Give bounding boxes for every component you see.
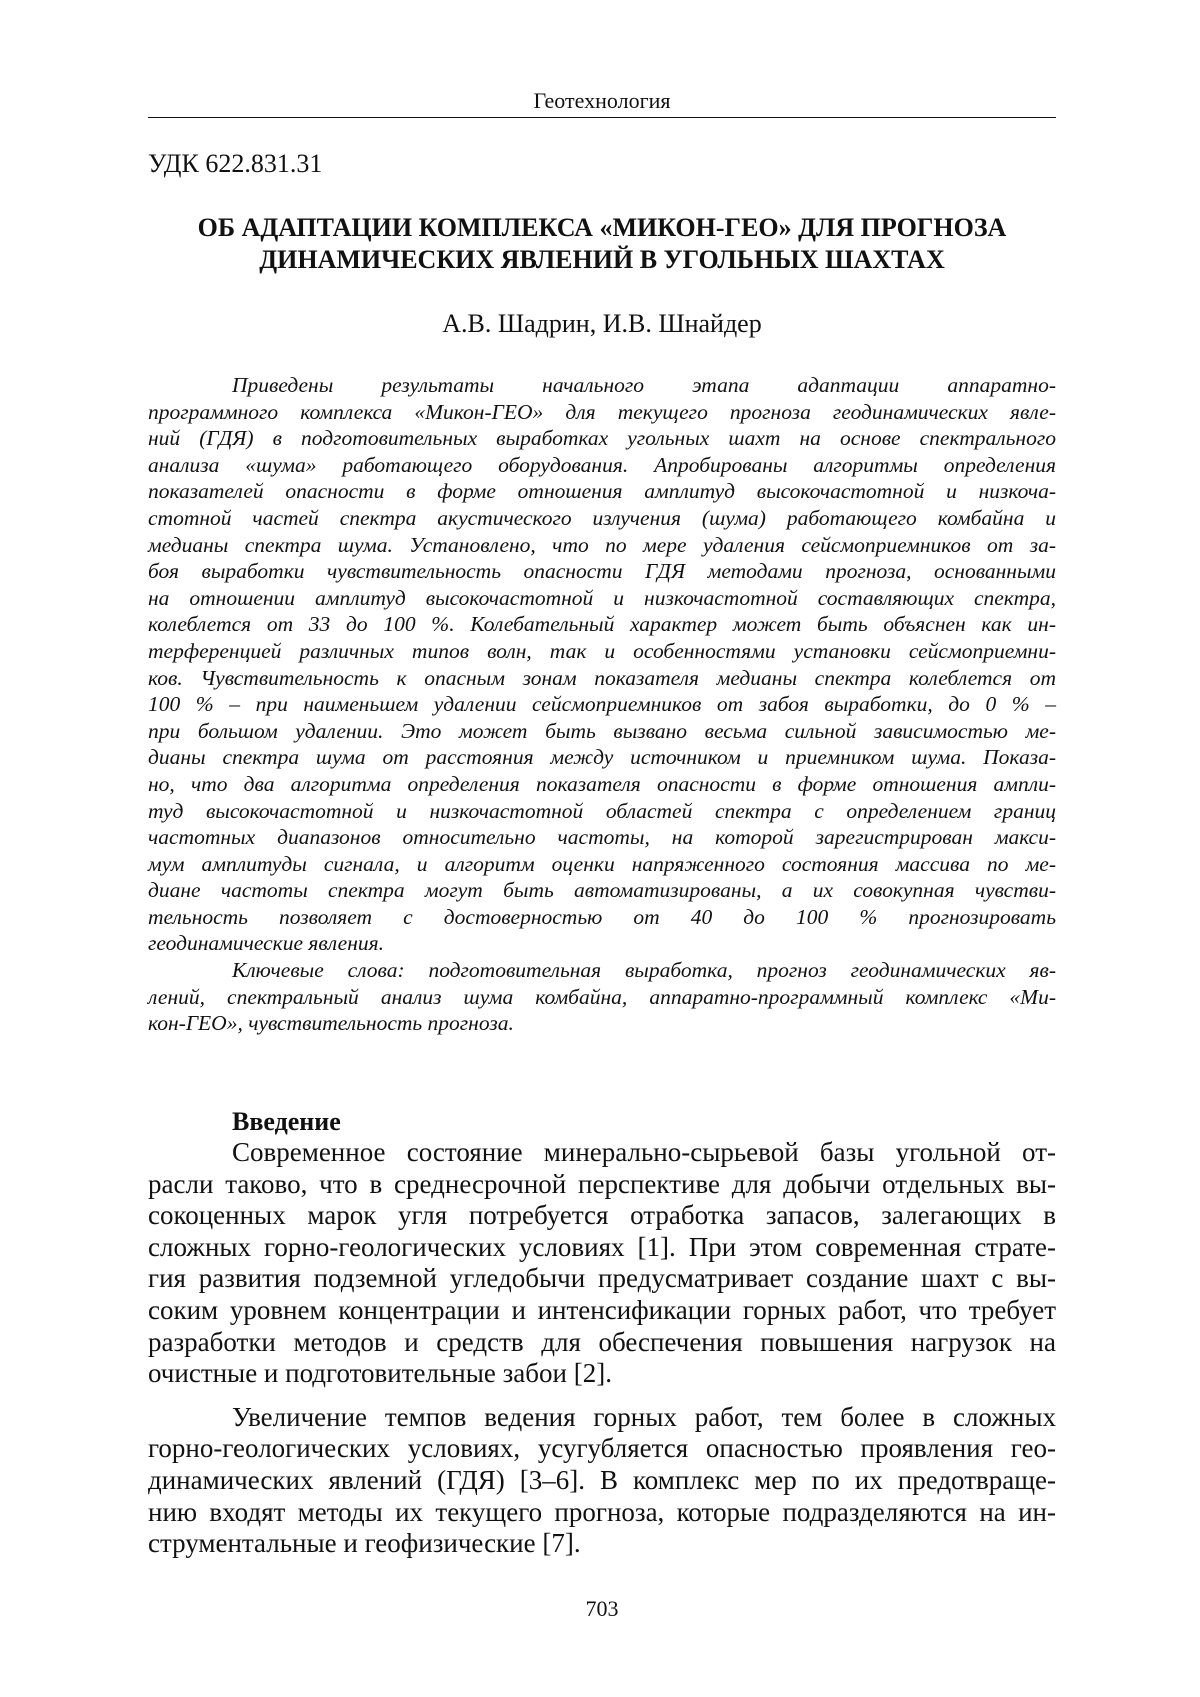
- article-title-line: ДИНАМИЧЕСКИХ ЯВЛЕНИЙ В УГОЛЬНЫХ ШАХТАХ: [259, 245, 945, 274]
- article-title-line: ОБ АДАПТАЦИИ КОМПЛЕКСА «МИКОН-ГЕО» ДЛЯ ПРОГНОЗА: [197, 213, 1007, 242]
- abstract-line: ний (ГДЯ) в подготовительных выработках угольных шахт на основе спектрального: [148, 426, 1056, 451]
- paragraph-gap: [148, 1390, 1056, 1402]
- introduction-body: [148, 1137, 1056, 1560]
- abstract-line: анализа «шума» работающего оборудования. Апробированы алгоритмы определения: [148, 452, 1056, 477]
- abstract-line: Приведены результаты начального этапа адаптации аппаратно-: [232, 373, 1056, 397]
- abstract-line: при большом удалении. Это может быть вызвано весьма сильной зависимостью ме-: [148, 718, 1056, 743]
- body-line: расли таково, что в среднесрочной перспективе для добычи отдельных вы-: [148, 1168, 1056, 1199]
- abstract-line: ков. Чувствительность к опасным зонам показателя медианы спектра колеблется от: [148, 665, 1056, 690]
- abstract-line: медианы спектра шума. Установлено, что по мере удаления сейсмоприемников от за-: [148, 532, 1056, 557]
- abstract-line: колеблется от 33 до 100 %. Колебательный характер может быть объяснен как ин-: [148, 612, 1056, 637]
- abstract-line: дианы спектра шума от расстояния между источником и приемником шума. Показа-: [148, 745, 1056, 770]
- udc-code: УДК 622.831.31: [148, 149, 323, 178]
- abstract-line: на отношении амплитуд высокочастотной и низкочастотной составляющих спектра,: [148, 585, 1056, 610]
- abstract-line: частотных диапазонов относительно частоты, на которой зарегистрирован макси-: [148, 825, 1056, 850]
- body-line: Увеличение темпов ведения горных работ, тем более в сложных: [232, 1401, 1056, 1432]
- abstract-line: геодинамические явления.: [148, 931, 384, 956]
- abstract-line: стотной частей спектра акустического излучения (шума) работающего комбайна и: [148, 505, 1056, 530]
- body-line: сложных горно-геологических условиях [1]. При этом современная страте-: [148, 1231, 1056, 1262]
- header-rule: [148, 117, 1056, 118]
- abstract-line: диане частоты спектра могут быть автоматизированы, а их совокупная чувстви-: [148, 878, 1056, 903]
- body-line: динамических явлений (ГДЯ) [3–6]. В комплекс мер по их предотвраще-: [148, 1464, 1056, 1495]
- article-title: [148, 212, 1056, 276]
- keywords-line: Ключевые слова: подготовительная выработка, прогноз геодинамических яв-: [232, 958, 1056, 983]
- abstract-line: боя выработки чувствительность опасности ГДЯ методами прогноза, основанными: [148, 559, 1056, 584]
- body-line: соким уровнем концентрации и интенсификации горных работ, что требует: [148, 1294, 1056, 1325]
- running-header: Геотехнология: [533, 88, 671, 113]
- abstract-line: терференцией различных типов волн, так и особенностями установки сейсмоприемни-: [148, 638, 1056, 663]
- abstract-line: туд высокочастотной и низкочастотной областей спектра с определением границ: [148, 798, 1056, 823]
- body-line: нию входят методы их текущего прогноза, которые подразделяются на ин-: [148, 1496, 1056, 1527]
- page-number: 703: [585, 1596, 619, 1621]
- keywords-line: лений, спектральный анализ шума комбайна, аппаратно-программный комплекс «Ми-: [148, 984, 1056, 1009]
- keywords-line: кон-ГЕО», чувствительность прогноза.: [148, 1011, 514, 1036]
- body-line: разработки методов и средств для обеспечения повышения нагрузок на: [148, 1326, 1056, 1357]
- abstract: [148, 372, 1056, 1037]
- abstract-line: но, что два алгоритма определения показателя опасности в форме отношения ампли-: [148, 771, 1056, 796]
- abstract-line: показателей опасности в форме отношения амплитуд высокочастотной и низкоча-: [148, 479, 1056, 504]
- body-line: очистные и подготовительные забои [2].: [148, 1358, 612, 1389]
- article-authors: А.В. Шадрин, И.В. Шнайдер: [442, 309, 762, 338]
- section-heading-introduction: Введение: [232, 1107, 341, 1136]
- body-line: сокоценных марок угля потребуется отработка запасов, залегающих в: [148, 1200, 1056, 1231]
- body-line: горно-геологических условиях, усугубляется опасностью проявления гео-: [148, 1433, 1056, 1464]
- body-line: гия развития подземной угледобычи предусматривает создание шахт с вы-: [148, 1263, 1056, 1294]
- abstract-line: мум амплитуды сигнала, и алгоритм оценки напряженного состояния массива по ме-: [148, 851, 1056, 876]
- body-line: Современное состояние минерально-сырьевой базы угольной от-: [232, 1137, 1056, 1167]
- abstract-line: 100 % – при наименьшем удалении сейсмоприемников от забоя выработки, до 0 % –: [148, 692, 1056, 717]
- abstract-line: программного комплекса «Микон-ГЕО» для текущего прогноза геодинамических явле-: [148, 399, 1056, 424]
- body-line: струментальные и геофизические [7].: [148, 1528, 581, 1559]
- abstract-line: тельность позволяет с достоверностью от 40 до 100 % прогнозировать: [148, 904, 1056, 929]
